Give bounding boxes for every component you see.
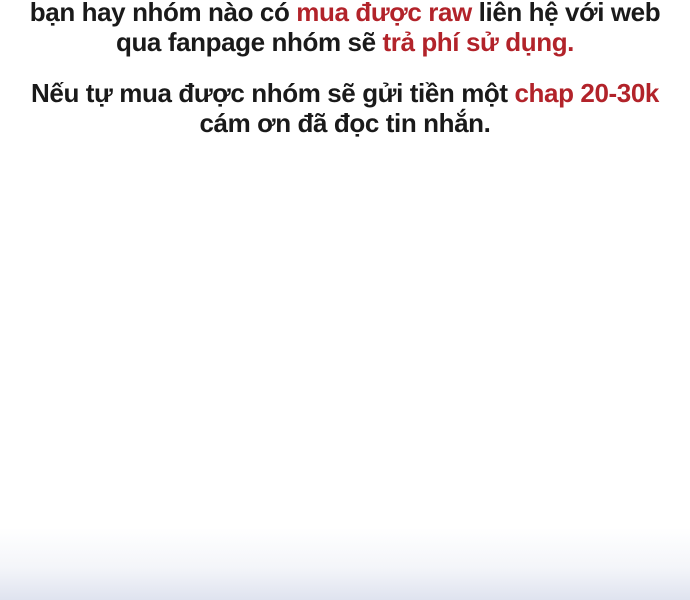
text-segment: liên hệ với web bbox=[471, 0, 661, 27]
notice-paragraph-1 bbox=[0, 0, 690, 57]
text-segment: Nếu tự mua được nhóm sẽ gửi tiền một bbox=[31, 78, 515, 108]
highlight-segment: chap 20-30k bbox=[514, 78, 659, 108]
text-segment: bạn hay nhóm nào có bbox=[29, 0, 297, 27]
highlight-segment: mua được raw bbox=[296, 0, 472, 27]
notice-line-2 bbox=[0, 27, 690, 57]
highlight-segment: trả phí sử dụng. bbox=[382, 27, 575, 57]
notice-line-4 bbox=[0, 108, 690, 138]
notice-line-1 bbox=[0, 0, 690, 27]
notice-paragraph-2 bbox=[0, 78, 690, 138]
notice-line-3 bbox=[0, 78, 690, 108]
text-segment: cám ơn đã đọc tin nhắn. bbox=[199, 108, 491, 138]
text-segment: qua fanpage nhóm sẽ bbox=[115, 27, 383, 57]
bottom-gradient bbox=[0, 528, 690, 600]
translator-notice bbox=[0, 0, 690, 138]
